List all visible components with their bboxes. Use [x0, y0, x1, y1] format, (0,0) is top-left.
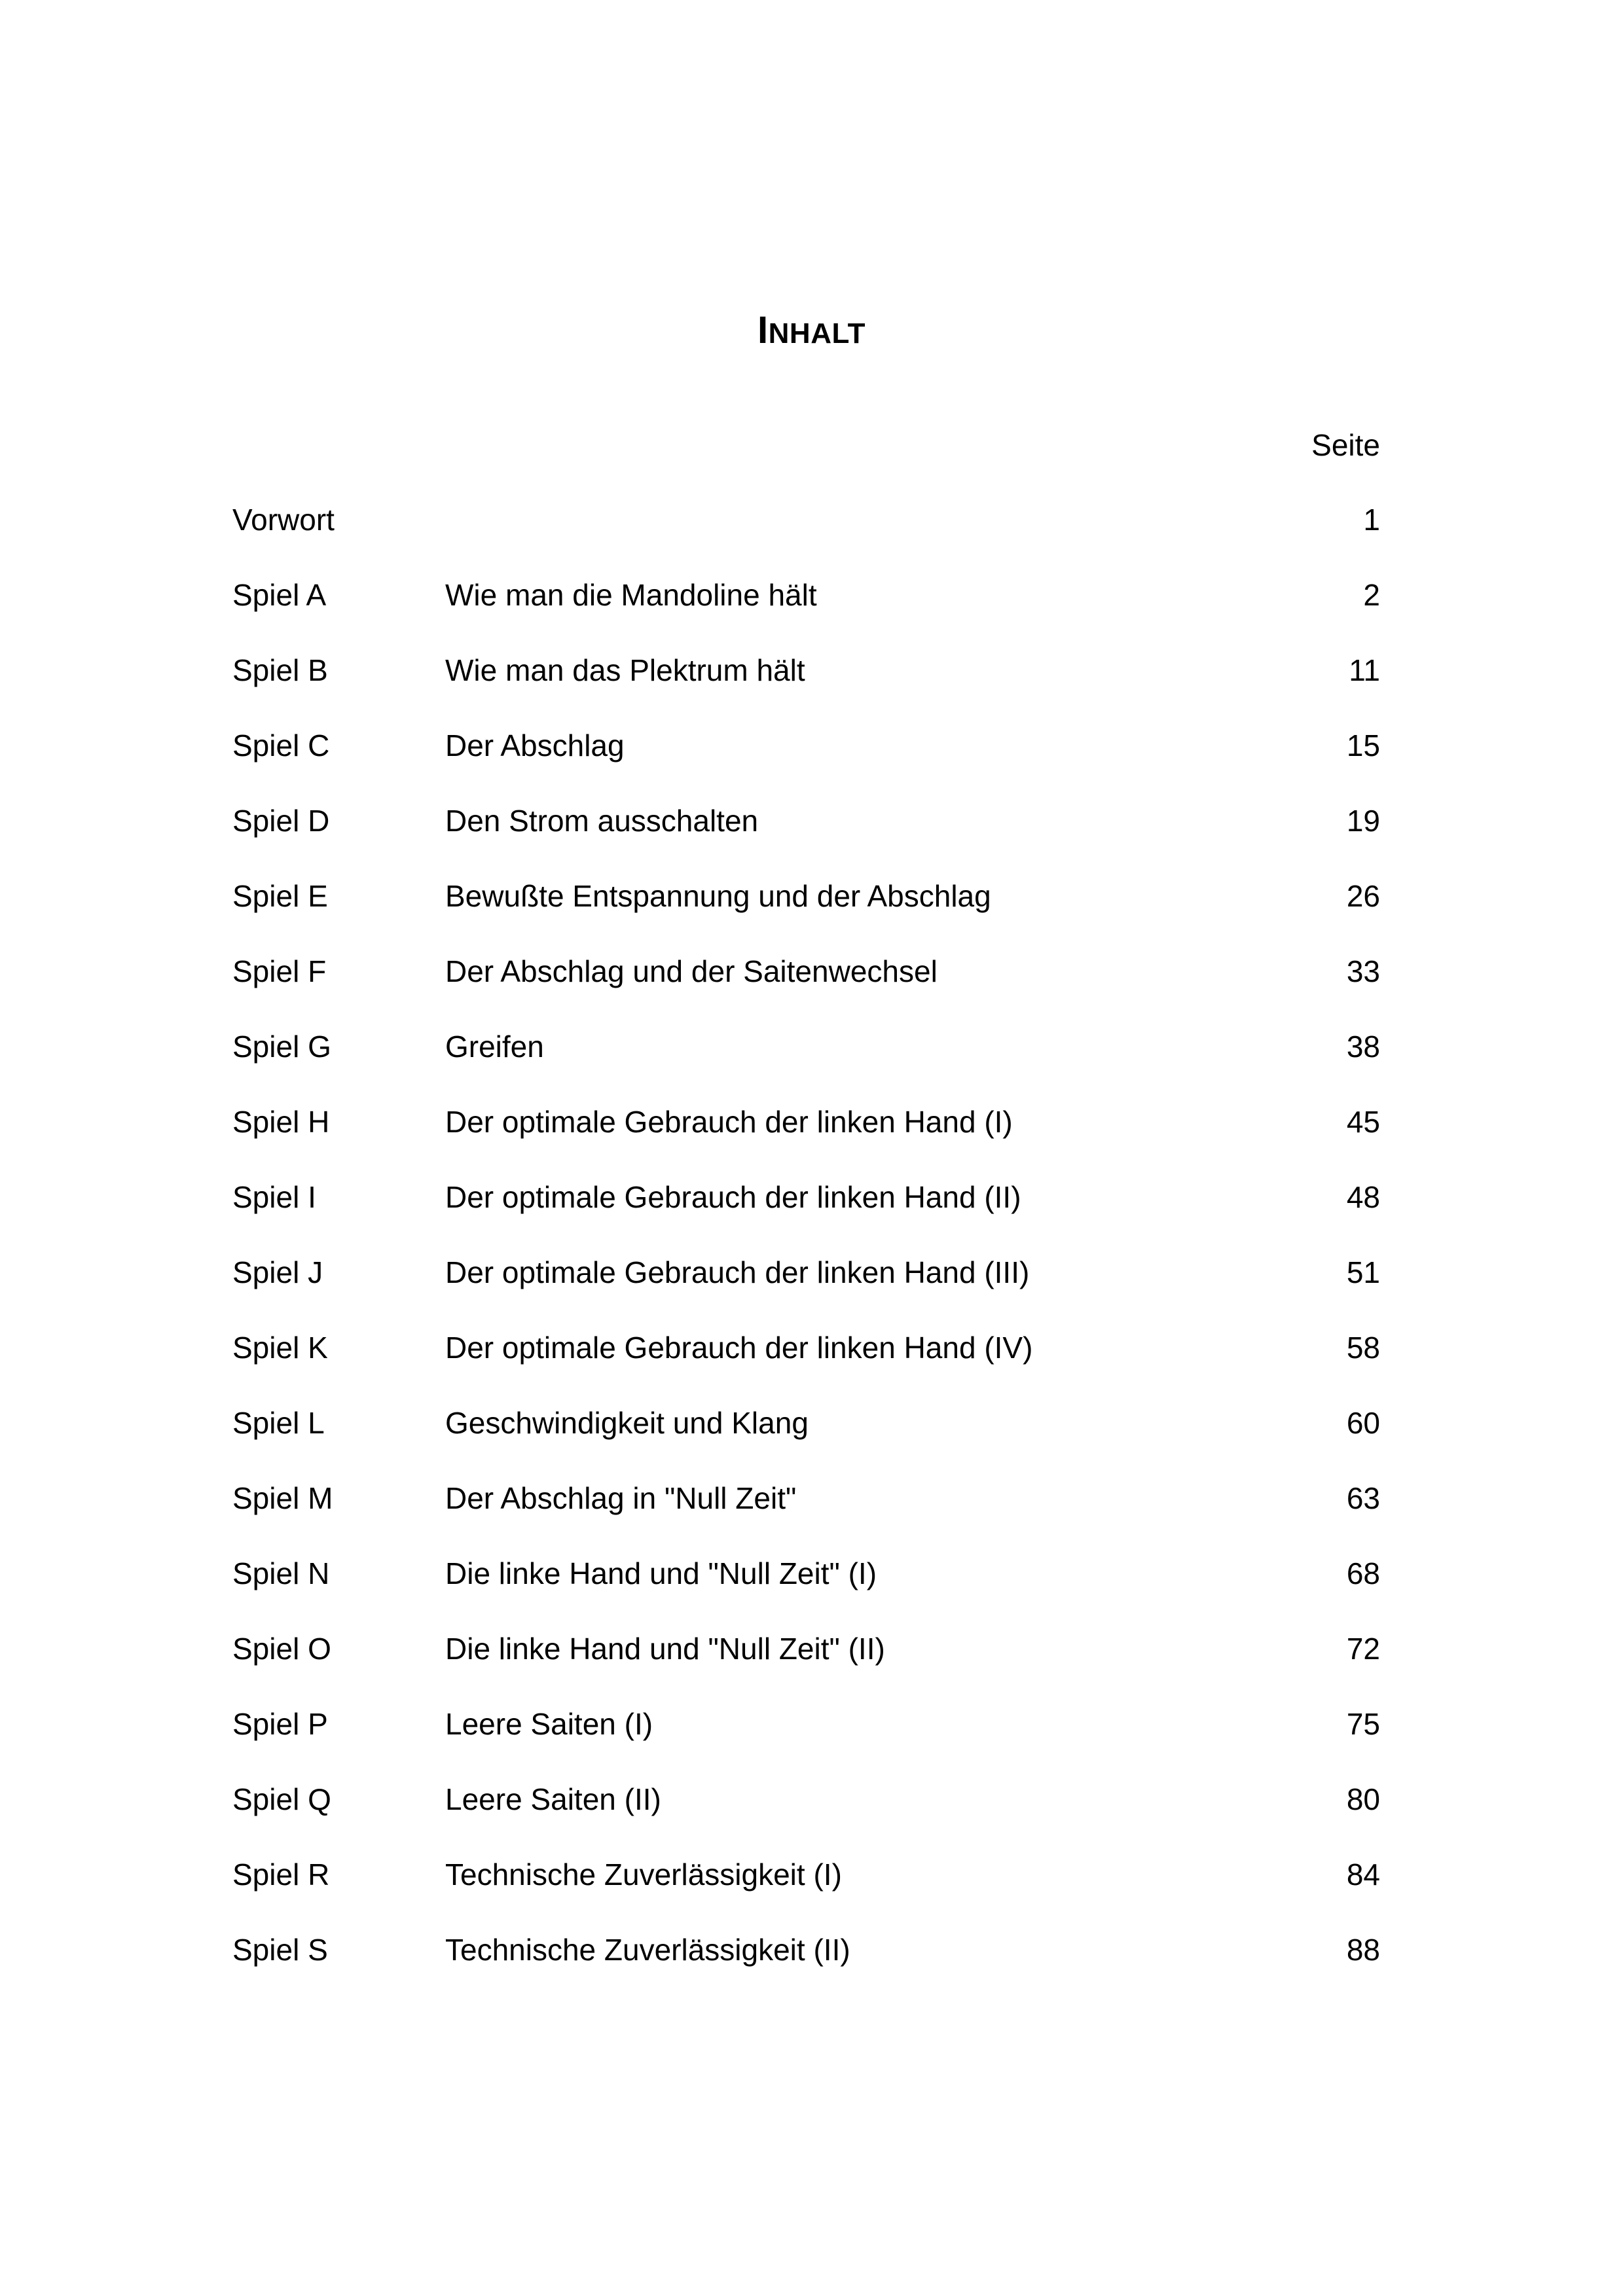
toc-entry-title: Leere Saiten (II)	[445, 1782, 661, 1816]
toc-entry-page: 88	[1346, 1933, 1380, 1967]
toc-entry-title: Technische Zuverlässigkeit (I)	[445, 1857, 842, 1892]
toc-entry-label: Spiel A	[232, 578, 327, 612]
toc-row	[232, 1406, 1380, 1481]
toc-entry-label: Spiel J	[232, 1255, 323, 1289]
toc-list	[232, 503, 1380, 2008]
toc-entry-label: Spiel Q	[232, 1782, 331, 1816]
toc-entry-page: 19	[1346, 804, 1380, 838]
toc-entry-label: Spiel K	[232, 1331, 328, 1365]
toc-entry-page: 1	[1363, 503, 1380, 537]
toc-row	[232, 1481, 1380, 1556]
toc-row	[232, 653, 1380, 728]
toc-entry-page: 11	[1349, 653, 1380, 687]
toc-row	[232, 1857, 1380, 1933]
toc-entry-label: Spiel L	[232, 1406, 325, 1440]
toc-entry-label: Spiel S	[232, 1933, 328, 1967]
toc-entry-page: 60	[1346, 1406, 1380, 1440]
toc-entry-title: Der Abschlag in "Null Zeit"	[445, 1481, 797, 1515]
toc-entry-title: Wie man das Plektrum hält	[445, 653, 805, 687]
toc-entry-title: Greifen	[445, 1030, 544, 1064]
toc-row	[232, 1632, 1380, 1707]
toc-entry-page: 72	[1346, 1632, 1380, 1666]
toc-entry-title: Der optimale Gebrauch der linken Hand (I)	[445, 1105, 1013, 1139]
toc-entry-page: 68	[1346, 1556, 1380, 1590]
toc-entry-page: 84	[1346, 1857, 1380, 1892]
toc-entry-page: 58	[1346, 1331, 1380, 1365]
toc-entry-page: 45	[1346, 1105, 1380, 1139]
toc-entry-label: Spiel F	[232, 954, 327, 988]
page-title	[0, 310, 1623, 355]
page-column-header: Seite	[1311, 428, 1380, 462]
toc-entry-page: 48	[1346, 1180, 1380, 1214]
toc-row	[232, 503, 1380, 578]
toc-row	[232, 804, 1380, 879]
toc-entry-title: Die linke Hand und "Null Zeit" (II)	[445, 1632, 885, 1666]
toc-row	[232, 578, 1380, 653]
toc-entry-title: Geschwindigkeit und Klang	[445, 1406, 809, 1440]
toc-row	[232, 1707, 1380, 1782]
toc-row	[232, 1933, 1380, 2008]
toc-entry-title: Der Abschlag und der Saitenwechsel	[445, 954, 938, 988]
toc-entry-page: 26	[1346, 879, 1380, 913]
toc-entry-label: Spiel P	[232, 1707, 328, 1741]
toc-entry-title: Bewußte Entspannung und der Abschlag	[445, 879, 991, 913]
toc-entry-title: Leere Saiten (I)	[445, 1707, 653, 1741]
toc-entry-label: Spiel I	[232, 1180, 316, 1214]
toc-row	[232, 1030, 1380, 1105]
toc-entry-page: 80	[1346, 1782, 1380, 1816]
toc-entry-title: Den Strom ausschalten	[445, 804, 759, 838]
toc-entry-label: Spiel N	[232, 1556, 330, 1590]
toc-row	[232, 1180, 1380, 1255]
toc-entry-label: Spiel B	[232, 653, 328, 687]
toc-entry-label: Spiel E	[232, 879, 328, 913]
toc-row	[232, 1105, 1380, 1180]
toc-entry-title: Wie man die Mandoline hält	[445, 578, 817, 612]
toc-row	[232, 1255, 1380, 1331]
toc-entry-label: Spiel G	[232, 1030, 331, 1064]
toc-entry-page: 63	[1346, 1481, 1380, 1515]
toc-row	[232, 1556, 1380, 1632]
toc-row	[232, 728, 1380, 804]
toc-entry-title: Der optimale Gebrauch der linken Hand (II)	[445, 1180, 1021, 1214]
toc-row	[232, 1782, 1380, 1857]
page-title-initial: I	[757, 309, 769, 351]
toc-entry-page: 2	[1363, 578, 1380, 612]
toc-entry-title: Die linke Hand und "Null Zeit" (I)	[445, 1556, 877, 1590]
toc-entry-title: Der Abschlag	[445, 728, 625, 762]
toc-entry-label: Spiel R	[232, 1857, 330, 1892]
toc-row	[232, 1331, 1380, 1406]
toc-entry-page: 33	[1346, 954, 1380, 988]
toc-entry-page: 15	[1346, 728, 1380, 762]
toc-entry-page: 51	[1346, 1255, 1380, 1289]
toc-entry-title: Der optimale Gebrauch der linken Hand (IV)	[445, 1331, 1033, 1365]
toc-entry-title: Der optimale Gebrauch der linken Hand (III)	[445, 1255, 1030, 1289]
toc-entry-label: Spiel M	[232, 1481, 333, 1515]
toc-entry-label: Spiel O	[232, 1632, 331, 1666]
toc-entry-label: Spiel C	[232, 728, 330, 762]
toc-entry-label: Spiel H	[232, 1105, 330, 1139]
toc-row	[232, 954, 1380, 1030]
page-title-rest: NHALT	[768, 317, 866, 350]
toc-entry-label: Vorwort	[232, 503, 335, 537]
toc-entry-page: 75	[1346, 1707, 1380, 1741]
toc-entry-page: 38	[1346, 1030, 1380, 1064]
toc-entry-title: Technische Zuverlässigkeit (II)	[445, 1933, 850, 1967]
toc-row	[232, 879, 1380, 954]
toc-entry-label: Spiel D	[232, 804, 330, 838]
